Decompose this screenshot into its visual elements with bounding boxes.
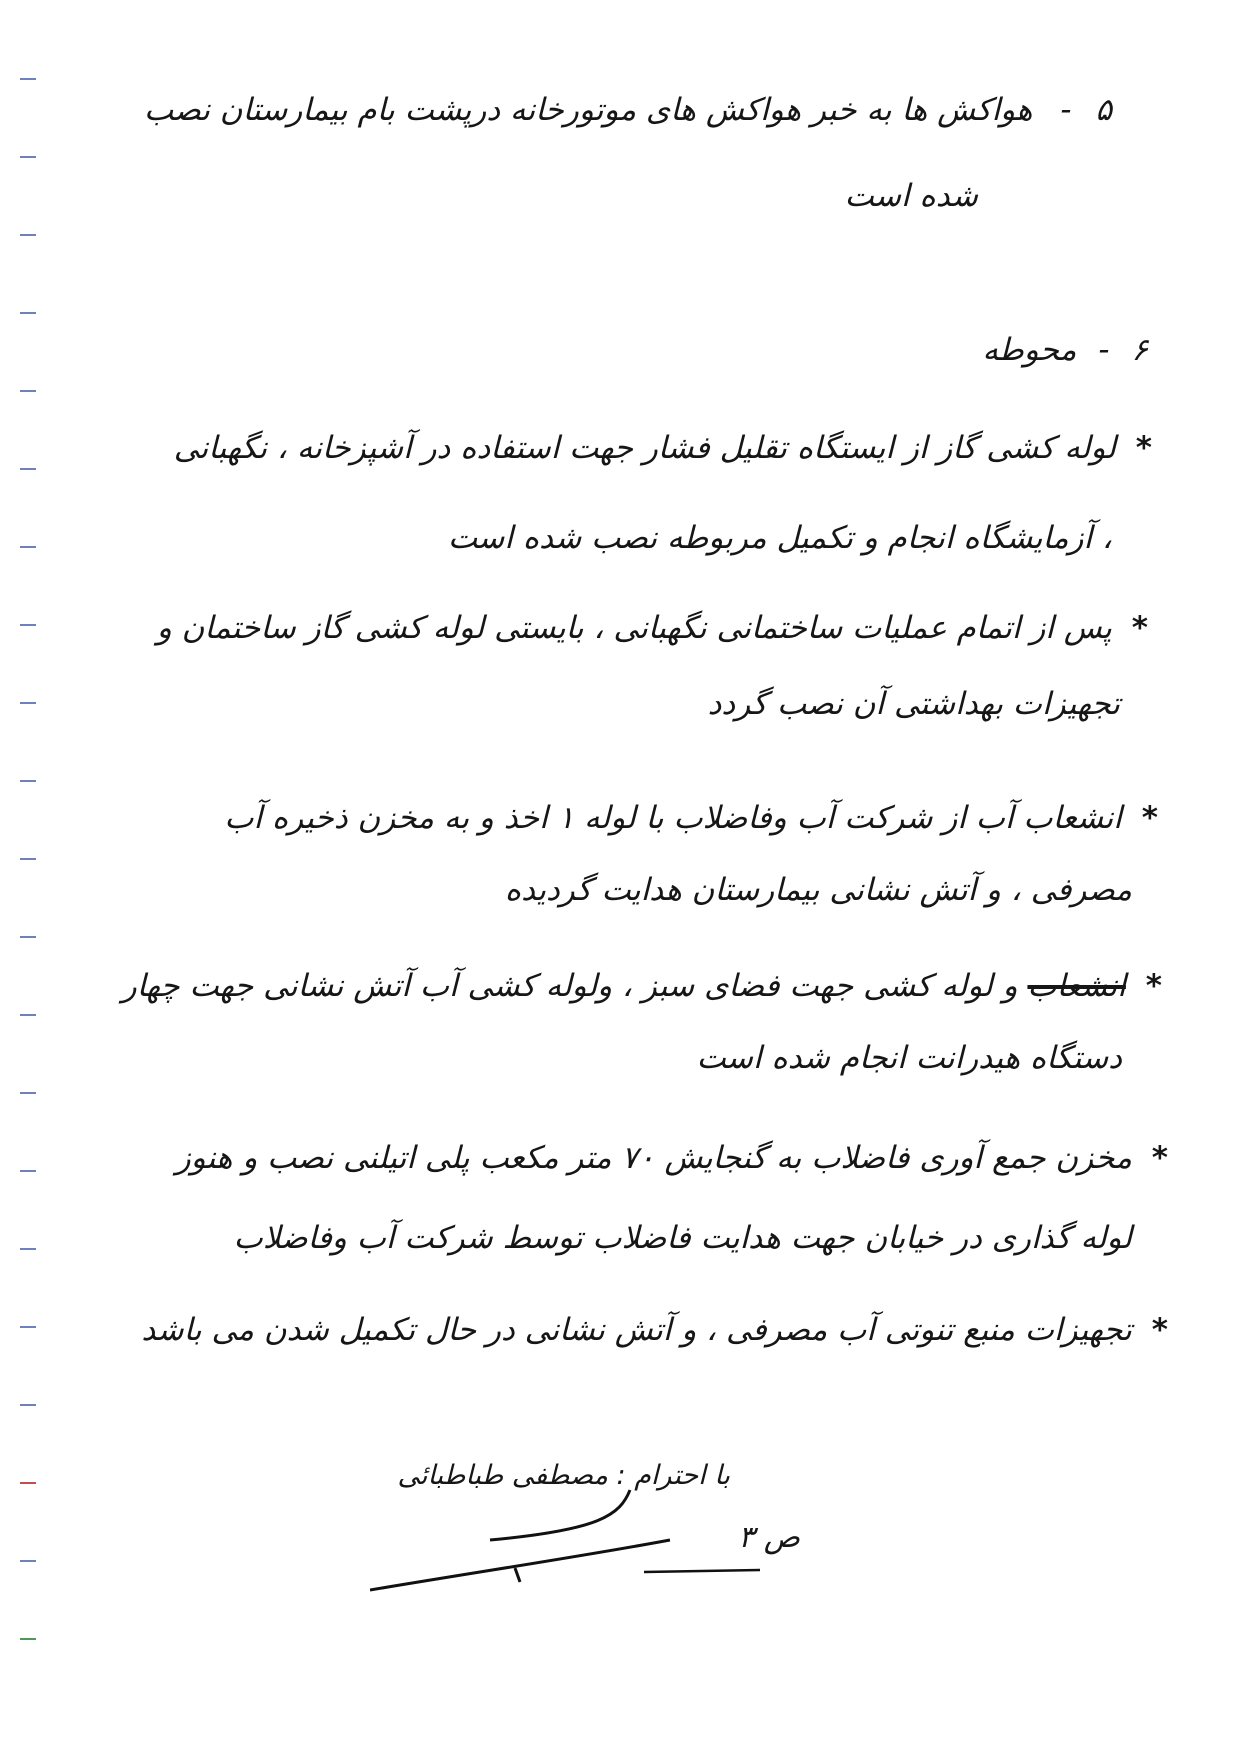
margin-tick — [20, 1326, 36, 1328]
margin-tick — [20, 702, 36, 704]
page-number-text: ص ۳ — [738, 1520, 800, 1555]
margin-tick — [20, 1638, 36, 1640]
margin-tick — [20, 1014, 36, 1016]
bullet-4-line-1 — [122, 968, 1162, 1004]
bullet-5-line-2 — [234, 1220, 1132, 1256]
margin-tick — [20, 312, 36, 314]
bullet-1-line-1 — [174, 430, 1152, 466]
bullet-3-line-2 — [505, 872, 1132, 908]
margin-tick — [20, 780, 36, 782]
bullet-4-asterisk: * — [1145, 968, 1162, 1004]
bullet-1-text-2: ، آزمایشگاه انجام و تکمیل مربوطه نصب شده است — [447, 520, 1112, 556]
bullet-1-text-1: لوله کشی گاز از ایستگاه تقلیل فشار جهت استفاده در آشپزخانه ، نگهبانی — [173, 430, 1116, 466]
bullet-4-line-2 — [697, 1040, 1122, 1076]
bullet-2-text-2: تجهیزات بهداشتی آن نصب گردد — [707, 686, 1120, 722]
margin-tick — [20, 1170, 36, 1172]
margin-tick — [20, 468, 36, 470]
margin-tick — [20, 390, 36, 392]
bullet-1-asterisk: * — [1135, 430, 1152, 466]
bullet-2-line-2 — [708, 686, 1120, 722]
page-number — [640, 1520, 800, 1580]
item6-dash: - — [1098, 332, 1110, 368]
bullet-4-text-2: دستگاه هیدرانت انجام شده است — [696, 1040, 1122, 1076]
margin-tick — [20, 1092, 36, 1094]
margin-tick — [20, 546, 36, 548]
bullet-5-text-2: لوله گذاری در خیابان جهت هدایت فاضلاب توسط شرکت آب وفاضلاب — [233, 1220, 1132, 1256]
margin-tick — [20, 1560, 36, 1562]
bullet-2-line-1 — [157, 610, 1148, 646]
bullet-5-line-1 — [176, 1140, 1168, 1176]
bullet-2-text-1: پس از اتمام عملیات ساختمانی نگهبانی ، بایستی لوله کشی گاز ساختمان و — [156, 610, 1112, 646]
bullet-6-text-1: تجهیزات منبع تنوتی آب مصرفی ، و آتش نشانی در حال تکمیل شدن می باشد — [141, 1312, 1132, 1348]
item6-heading — [983, 332, 1149, 368]
item5-text-1: هواکش ها به خبر هواکش های موتورخانه درپشت بام بیمارستان نصب — [144, 92, 1033, 128]
item6-number: ۶ — [1131, 332, 1148, 368]
bullet-4-text-1: و لوله کشی جهت فضای سبز ، ولوله کشی آب آتش نشانی جهت چهار — [121, 968, 1018, 1004]
item5-number: ۵ — [1095, 92, 1112, 128]
margin-tick — [20, 936, 36, 938]
item6-title: محوطه — [982, 332, 1077, 368]
page-number-underline — [640, 1520, 800, 1580]
margin-tick — [20, 78, 36, 80]
bullet-1-line-2 — [448, 520, 1112, 556]
bullet-6-line-1 — [141, 1312, 1168, 1348]
signature-label: با احترام : مصطفی طباطبائی — [397, 1460, 730, 1491]
bullet-3-asterisk: * — [1141, 800, 1158, 836]
bullet-4-struck-word: انشعاب — [1027, 968, 1126, 1004]
margin-tick — [20, 1404, 36, 1406]
margin-tick — [20, 234, 36, 236]
margin-ticks — [20, 0, 42, 1753]
item5-line1 — [144, 92, 1112, 128]
margin-tick — [20, 1482, 36, 1484]
bullet-5-asterisk: * — [1151, 1140, 1168, 1176]
margin-tick — [20, 624, 36, 626]
item5-text-2: شده است — [844, 178, 978, 214]
bullet-3-text-2: مصرفی ، و آتش نشانی بیمارستان هدایت گردیده — [504, 872, 1132, 908]
bullet-3-text-1: انشعاب آب از شرکت آب وفاضلاب با لوله ۱ اخذ و به مخزن ذخیره آب — [224, 800, 1122, 836]
bullet-5-text-1: مخزن جمع آوری فاضلاب به گنجایش ۷۰ متر مکعب پلی اتیلنی نصب و هنوز — [175, 1140, 1132, 1176]
bullet-3-line-1 — [224, 800, 1158, 836]
margin-tick — [20, 1248, 36, 1250]
margin-tick — [20, 858, 36, 860]
item5-line2 — [845, 178, 978, 214]
margin-tick — [20, 156, 36, 158]
item5-dash: - — [1060, 92, 1072, 128]
bullet-2-asterisk: * — [1131, 610, 1148, 646]
bullet-6-asterisk: * — [1151, 1312, 1168, 1348]
